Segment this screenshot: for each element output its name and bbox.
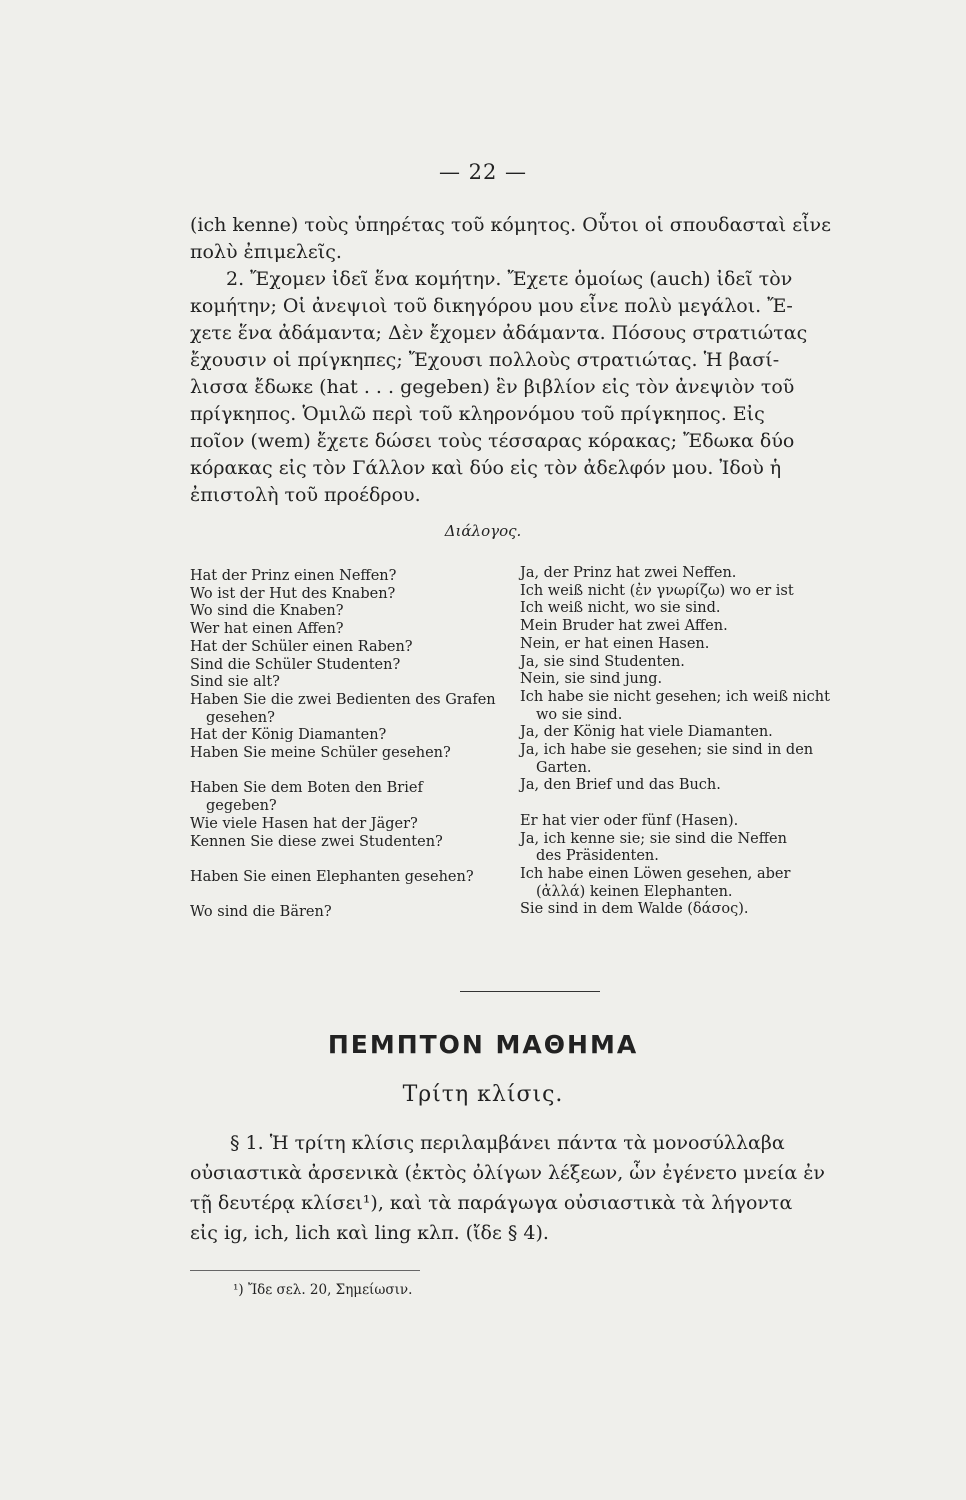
- dialog-line: Haben Sie meine Schüler gesehen?: [190, 745, 451, 762]
- dialog-line: Wo sind die Bären?: [190, 904, 332, 921]
- dialog-line: Nein, sie sind jung.: [520, 671, 663, 688]
- dialog-line: Ja, der König hat viele Diamanten.: [520, 724, 773, 741]
- section-divider: [460, 991, 600, 992]
- dialog-line: [190, 887, 500, 905]
- dialog-line: Haben Sie dem Boten den Brief: [190, 780, 423, 797]
- dialog-line: Sind sie alt?: [190, 674, 280, 691]
- dialog-line: Hat der König Diamanten?: [190, 727, 387, 744]
- dialog-questions: [190, 568, 500, 922]
- paragraph-line: ἐπιστολὴ τοῦ προέδρου.: [190, 484, 421, 506]
- dialog-line: Haben Sie die zwei Bedienten des Grafen: [190, 691, 496, 708]
- dialog-line: [520, 795, 855, 813]
- dialog-line: Ich weiß nicht, wo sie sind.: [520, 600, 721, 617]
- dialog-line: Ich habe sie nicht gesehen; ich weiß nicht: [520, 688, 830, 705]
- dialog-line: gegeben?: [206, 798, 277, 815]
- dialog-line: Ich weiß nicht (ἐν γνωρίζω) wo er ist: [520, 582, 794, 599]
- paragraph-line: (ich kenne) τοὺς ὑπηρέτας τοῦ κόμητος. Οὗτοι οἱ σπουδασταὶ εἶνε: [190, 214, 831, 236]
- dialog-line: [190, 851, 500, 869]
- paragraph-line: κόρακας εἰς τὸν Γάλλον καὶ δύο εἰς τὸν ἀδελφόν μου. Ἰδοὺ ἡ: [190, 457, 782, 479]
- paragraph-line: χετε ἕνα ἀδάμαντα; Δὲν ἔχομεν ἀδάμαντα. Πόσους στρατιώτας: [190, 322, 808, 344]
- dialog-line: [190, 763, 500, 781]
- dialog-answers: [520, 565, 855, 919]
- section-line: εἰς ig, ich, lich καὶ ling κλπ. (ἴδε § 4).: [190, 1222, 549, 1244]
- paragraph-line: 2. Ἔχομεν ἰδεῖ ἕνα κομήτην. Ἔχετε ὁμοίως (auch) ἰδεῖ τὸν: [226, 268, 793, 290]
- dialog-line: (ἀλλά) keinen Elephanten.: [536, 883, 733, 900]
- paragraph-line: κομήτην; Οἱ ἀνεψιοὶ τοῦ δικηγόρου μου εἶνε πολὺ μεγάλοι. Ἔ-: [190, 295, 793, 317]
- section-line: οὐσιαστικὰ ἀρσενικὰ (ἐκτὸς ὀλίγων λέξεων, ὧν ἐγένετο μνεία ἐν: [190, 1162, 825, 1184]
- dialog-line: Wer hat einen Affen?: [190, 621, 344, 638]
- dialog-line: Wo sind die Knaben?: [190, 603, 344, 620]
- dialog-line: Mein Bruder hat zwei Affen.: [520, 618, 728, 635]
- paragraph-line: ποῖον (wem) ἔχετε δώσει τοὺς τέσσαρας κόρακας; Ἔδωκα δύο: [190, 430, 795, 452]
- paragraph-line: ἔχουσιν οἱ πρίγκηπες; Ἔχουσι πολλοὺς στρατιώτας. Ἡ βασί-: [190, 349, 780, 371]
- dialog-line: Hat der Prinz einen Neffen?: [190, 568, 397, 584]
- dialog-line: Kennen Sie diese zwei Studenten?: [190, 833, 443, 850]
- dialog-line: wo sie sind.: [536, 706, 623, 723]
- dialog-line: Wo ist der Hut des Knaben?: [190, 585, 396, 602]
- dialog-line: des Präsidenten.: [536, 848, 659, 865]
- dialog-line: gesehen?: [206, 709, 275, 726]
- dialog-line: Ja, den Brief und das Buch.: [520, 777, 721, 794]
- dialog-line: Ja, ich habe sie gesehen; sie sind in den: [520, 742, 814, 759]
- dialog-line: Hat der Schüler einen Raben?: [190, 638, 413, 655]
- page-number: — 22 —: [438, 160, 528, 184]
- lesson-subtitle: Τρίτη κλίσις.: [402, 1082, 564, 1107]
- paragraph-line: λισσα ἔδωκε (hat . . . gegeben) ἓν βιβλίον εἰς τὸν ἀνεψιὸν τοῦ: [190, 376, 795, 398]
- dialog-heading: Διάλογος.: [444, 522, 522, 540]
- exercise-paragraph: [190, 212, 850, 509]
- footnote: ¹) Ἴδε σελ. 20, Σημείωσιν.: [233, 1282, 413, 1298]
- paragraph-line: πρίγκηπος. Ὁμιλῶ περὶ τοῦ κληρονόμου τοῦ πρίγκηπος. Εἰς: [190, 403, 765, 425]
- dialog-line: Haben Sie einen Elephanten gesehen?: [190, 868, 474, 885]
- dialog-line: Er hat vier oder fünf (Hasen).: [520, 812, 739, 829]
- footnote-rule: [190, 1270, 420, 1271]
- dialog-line: Wie viele Hasen hat der Jäger?: [190, 815, 418, 832]
- section-paragraph: [190, 1128, 850, 1248]
- dialog-line: Garten.: [536, 759, 592, 776]
- dialog-line: Ja, der Prinz hat zwei Neffen.: [520, 565, 737, 581]
- dialog-line: Ich habe einen Löwen gesehen, aber: [520, 865, 791, 882]
- dialog-line: Ja, ich kenne sie; sie sind die Neffen: [520, 830, 787, 847]
- dialog-line: Ja, sie sind Studenten.: [520, 653, 685, 670]
- section-line: τῇ δευτέρᾳ κλίσει¹), καὶ τὰ παράγωγα οὐσιαστικὰ τὰ λήγοντα: [190, 1192, 793, 1214]
- dialog-line: Nein, er hat einen Hasen.: [520, 635, 710, 652]
- lesson-title: ΠΕΜΠΤΟΝ ΜΑΘΗΜΑ: [327, 1030, 639, 1059]
- dialog-line: Sind die Schüler Studenten?: [190, 656, 401, 673]
- section-line: § 1. Ἡ τρίτη κλίσις περιλαμβάνει πάντα τὰ μονοσύλλαβα: [230, 1132, 785, 1154]
- dialog-line: Sie sind in dem Walde (δάσος).: [520, 901, 749, 918]
- paragraph-line: πολὺ ἐπιμελεῖς.: [190, 241, 342, 263]
